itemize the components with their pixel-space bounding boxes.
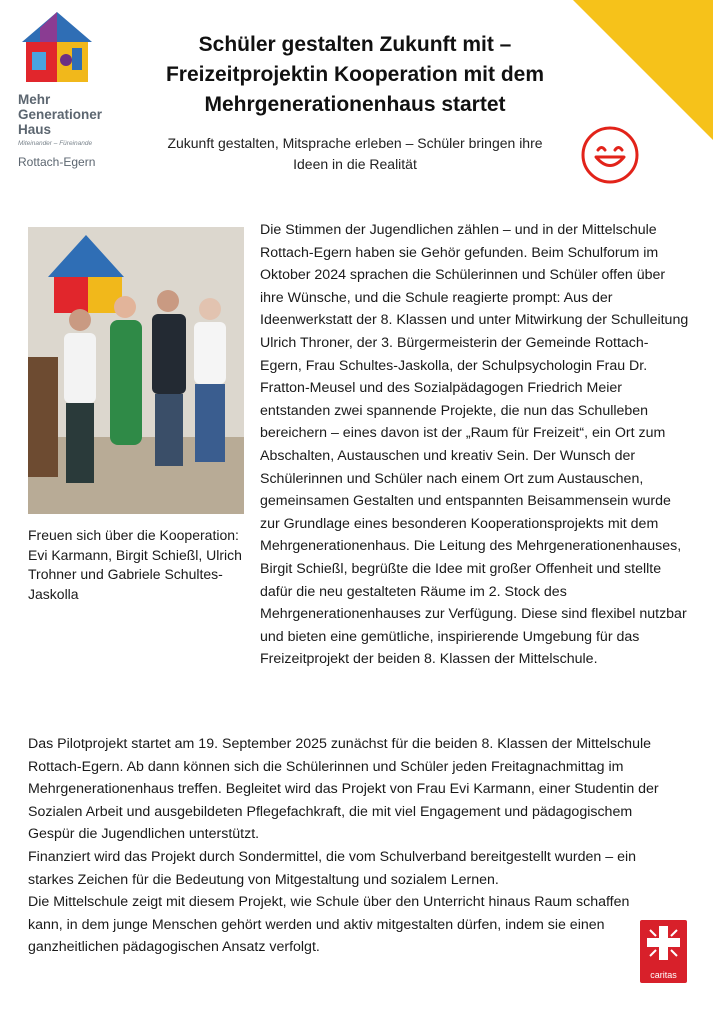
- caritas-cross-icon: [640, 920, 687, 966]
- logo-line-3: Haus: [18, 122, 52, 137]
- caritas-logo: [640, 920, 687, 983]
- article-body: [28, 733, 668, 959]
- logo-line-1: Mehr: [18, 92, 51, 107]
- article-paragraph-3: Die Mittelschule zeigt mit diesem Projekt, wie Schule über den Unterricht hinaus Raum schaffen kann, in dem junge Menschen gehört werden und aktiv mitgestalten dürfen, indem sie einen ganzheitlichen pädagogischen Ansatz verfolgt.: [28, 894, 630, 956]
- page-subtitle: Zukunft gestalten, Mitsprache erleben – Schüler bringen ihre Ideen in die Realität: [167, 135, 543, 172]
- caritas-label: caritas: [650, 970, 677, 980]
- logo-place: Rottach-Egern: [18, 155, 96, 169]
- article-intro: Die Stimmen der Jugendlichen zählen – und in der Mittelschule Rottach-Egern haben sie Gehör gefunden. Beim Schulforum im Oktober 2024 sprachen die Schülerinnen und Schüler offen über ihre Wünsche, und die Schule reagierte prompt: Aus der Ideenwerkstatt der 8. Klassen und unter Mitwirkung der Schulleitung Ulrich Throner, der 3. Bürgermeisterin der Gemeinde Rottach-Egern, Frau Schultes-Jaskolla, der Schulpsychologin Frau Dr. Fratton-Meusel und des Sozialpädagogen Friedrich Meier entstanden zwei spannende Projekte, die nun das Schulleben bereichern – eines davon ist der „Raum für Freizeit“, ein Ort zum Abschalten, Austauschen und kreativ Sein. Der Wunsch der Schülerinnen und Schüler nach einem Ort zum Austauschen, gemeinsamen Gestalten und entspannten Beisammensein wurde zur Grundlage eines besonderen Kooperationsprojekts mit dem Mehrgenerationenhaus. Die Leitung des Mehrgenerationenhauses, Birgit Schießl, begrüßte die Idee mit großer Offenheit und stellte dafür die neu gestalteten Räume im 2. Stock des Mehrgenerationenhauses zur Verfügung. Diese sind flexibel nutzbar und bieten eine gemütliche, inspirierende Umgebung für das Freizeitprojekt der beiden 8. Klassen der Mittelschule.: [260, 222, 689, 668]
- house-puzzle-logo-icon: [18, 8, 96, 86]
- article-paragraph-1: Das Pilotprojekt startet am 19. September 2025 zunächst für die beiden 8. Klassen der Mittelschule Rottach-Egern. Ab dann können sich die Schülerinnen und Schüler jeden Freitagnachmittag im Mehrgenerationenhaus treffen. Begleitet wird das Projekt von Frau Evi Karmann, einer Studentin der Sozialen Arbeit und ausgebildeten Pflegefachkraft, die mit viel Engagement und pädagogischem Gespür die Jugendlichen unterstützt.: [28, 736, 659, 843]
- article-paragraph-2: Finanziert wird das Projekt durch Sondermittel, die vom Schulverband bereitgestellt wurden – ein starkes Zeichen für die Bedeutung von Mitgestaltung und sozialem Lernen.: [28, 848, 637, 888]
- logo-line-2: Generationer: [18, 107, 103, 122]
- mehrgenerationenhaus-logo: [18, 8, 128, 169]
- group-photo: [28, 227, 244, 514]
- page-title: Schüler gestalten Zukunft mit – Freizeitprojektin Kooperation mit dem Mehrgenerationenhaus startet: [165, 33, 545, 116]
- corner-accent: [573, 0, 713, 140]
- photo-caption: Freuen sich über die Kooperation: Evi Karmann, Birgit Schießl, Ulrich Trohner und Gabriele Schultes-Jaskolla: [28, 527, 242, 602]
- logo-tagline: Miteinander – Füreinande: [18, 140, 93, 147]
- smiley-face-icon: [579, 124, 641, 186]
